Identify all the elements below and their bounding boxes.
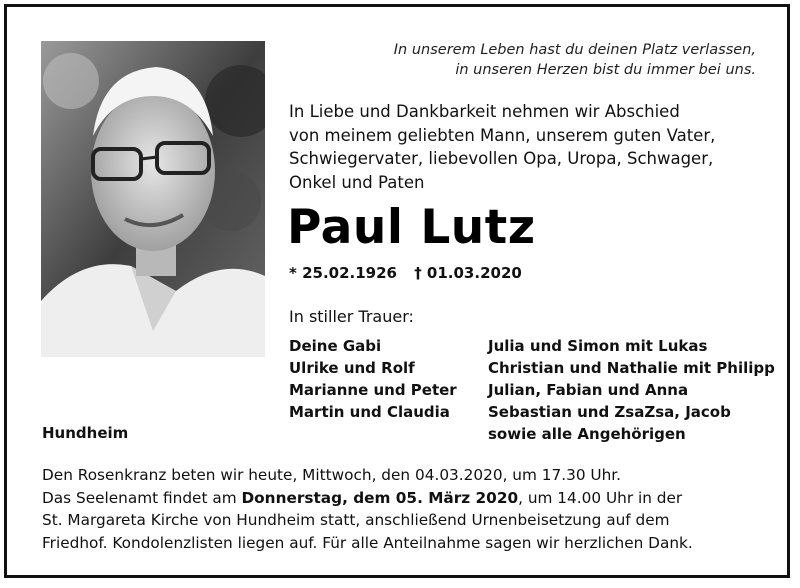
mourner-entry: Martin und Claudia — [289, 403, 450, 421]
mourner-entry: Marianne und Peter — [289, 381, 457, 399]
service-line — [42, 487, 762, 510]
deceased-name: Paul Lutz — [287, 200, 536, 255]
service-text: , um 14.00 Uhr in der — [518, 488, 683, 507]
mourner-entry: Julian, Fabian und Anna — [488, 381, 689, 399]
service-line: Den Rosenkranz beten wir heute, Mittwoch, den 04.03.2020, um 17.30 Uhr. — [42, 466, 622, 484]
farewell-line: In Liebe und Dankbarkeit nehmen wir Abschied — [289, 102, 680, 121]
farewell-text — [289, 100, 759, 194]
memorial-quote — [336, 40, 756, 80]
farewell-line: Onkel und Paten — [289, 172, 425, 192]
death-date: † 01.03.2020 — [414, 264, 522, 282]
mourner-entry: Ulrike und Rolf — [289, 359, 415, 377]
service-date-emphasis: Donnerstag, dem 05. März 2020 — [241, 488, 519, 507]
birth-date: * 25.02.1926 — [289, 264, 397, 282]
quote-line: in unseren Herzen bist du immer bei uns. — [455, 62, 756, 78]
mourning-label: In stiller Trauer: — [289, 307, 414, 326]
mourner-entry: sowie alle Angehörigen — [488, 425, 686, 443]
service-line: Friedhof. Kondolenzlisten liegen auf. Für alle Anteilnahme sagen wir herzlichen Dank. — [42, 533, 693, 552]
service-line: St. Margareta Kirche von Hundheim statt, anschließend Urnenbeisetzung auf dem — [42, 511, 670, 529]
mourner-entry: Deine Gabi — [289, 337, 382, 355]
mourner-entry: Julia und Simon mit Lukas — [488, 337, 708, 355]
service-text: Das Seelenamt findet am — [42, 488, 242, 507]
life-dates — [289, 264, 534, 282]
service-details — [42, 464, 762, 554]
mourner-entry: Christian und Nathalie mit Philipp — [488, 359, 775, 377]
mourners-left-column — [289, 335, 457, 423]
mourner-entry: Sebastian und ZsaZsa, Jacob — [488, 403, 731, 421]
mourners-right-column — [488, 335, 775, 445]
farewell-line: von meinem geliebten Mann, unserem guten Vater, — [289, 125, 716, 145]
place-name: Hundheim — [42, 424, 129, 442]
farewell-line: Schwiegervater, liebevollen Opa, Uropa, Schwager, — [289, 149, 714, 168]
quote-line: In unserem Leben hast du deinen Platz verlassen, — [393, 42, 756, 58]
portrait-photo — [41, 41, 265, 357]
